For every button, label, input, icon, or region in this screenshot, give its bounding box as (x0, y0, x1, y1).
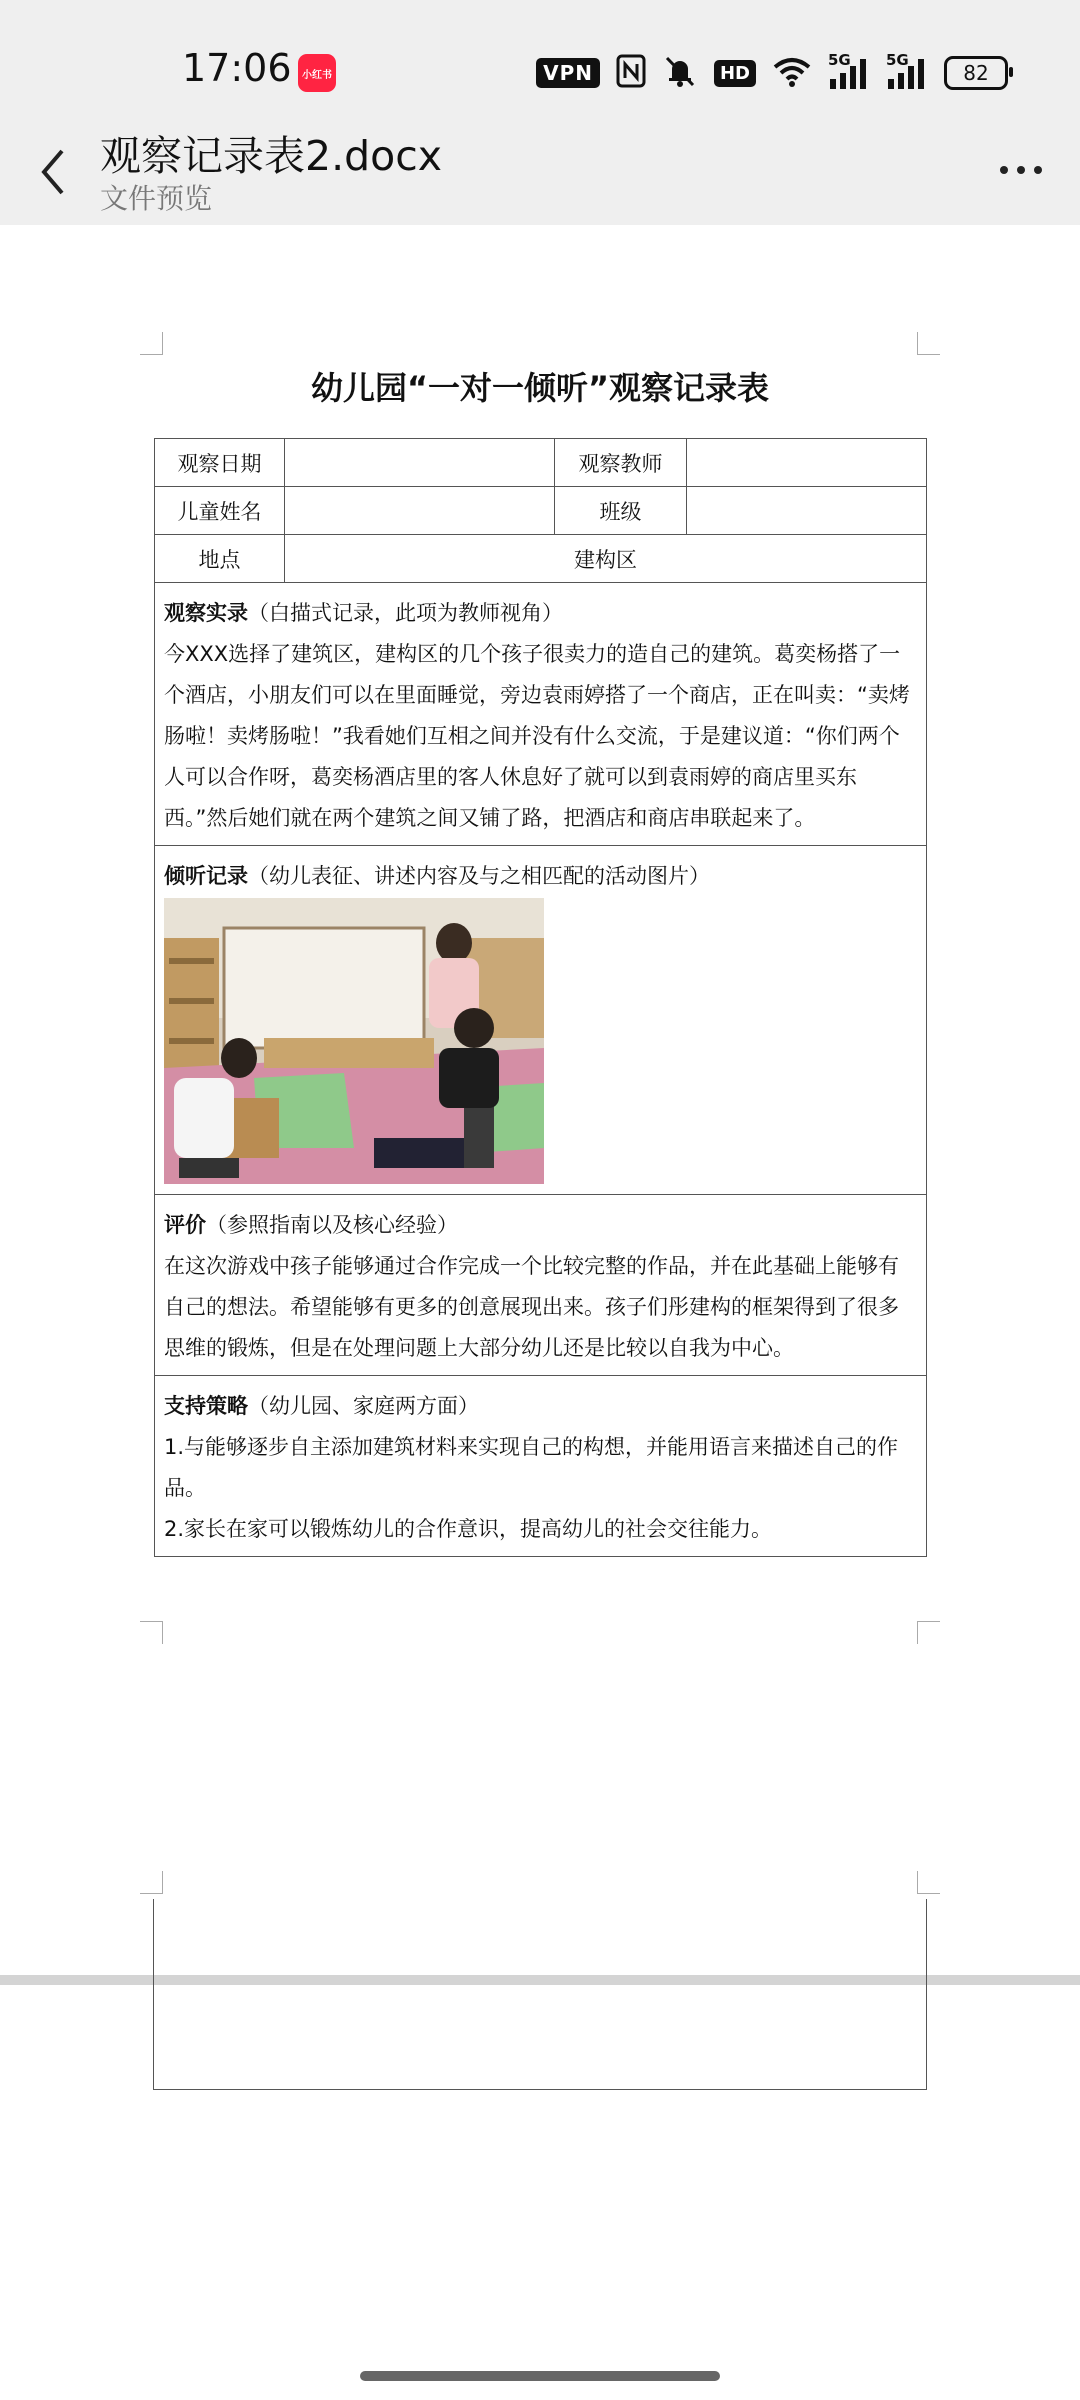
back-button[interactable] (28, 137, 78, 207)
nfc-icon (616, 54, 646, 92)
child-name-label: 儿童姓名 (155, 487, 285, 535)
observation-text: 今XXX选择了建筑区，建构区的几个孩子很卖力的造自己的建筑。葛奕杨搭了一个酒店，小朋友们可以在里面睡觉，旁边袁雨婷搭了一个商店，正在叫卖：“卖烤肠啦！卖烤肠啦！”我看她们互相之间并没有什么交流，于是建议道：“你们两个人可以合作呀，葛奕杨酒店里的客人休息好了就可以到袁雨婷的商店里买东西。”然后她们就在两个建筑之间又铺了路，把酒店和商店串联起来了。 (164, 642, 910, 830)
hd-icon: HD (714, 60, 756, 87)
listening-heading: 倾听记录 (164, 864, 248, 888)
class-label: 班级 (555, 487, 687, 535)
mute-bell-icon (662, 54, 698, 92)
observation-table (154, 438, 927, 1557)
file-subtitle: 文件预览 (100, 182, 213, 215)
document-title: 幼儿园“一对一倾听”观察记录表 (310, 369, 770, 407)
file-title: 观察记录表2.docx (100, 132, 443, 180)
evaluation-text: 在这次游戏中孩子能够通过合作完成一个比较完整的作品，并在此基础上能够有自己的想法。希望能够有更多的创意展现出来。孩子们彤建构的框架得到了很多思维的锻炼，但是在处理问题上大部分幼儿还是比较以自我为中心。 (164, 1254, 899, 1360)
crop-mark (140, 1871, 163, 1894)
signal-5g-icon: 5G (828, 57, 870, 89)
battery-icon: 82 (944, 56, 1008, 90)
more-dots-icon (1000, 166, 1008, 174)
class-value (687, 487, 927, 535)
vpn-icon: VPN (536, 58, 600, 88)
xiaohongshu-app-icon: 小红书 (298, 54, 336, 92)
crop-mark (917, 332, 940, 355)
listening-record-section (155, 846, 927, 1195)
support-heading: 支持策略 (164, 1394, 248, 1418)
top-app-bar (0, 115, 1080, 225)
observer-teacher-label: 观察教师 (555, 439, 687, 487)
crop-mark (917, 1871, 940, 1894)
crop-mark (917, 1621, 940, 1644)
support-item-2: 2.家长在家可以锻炼幼儿的合作意识，提高幼儿的社会交往能力。 (164, 1517, 773, 1541)
child-name-value (285, 487, 555, 535)
evaluation-section (155, 1195, 927, 1376)
chevron-left-icon (38, 147, 68, 197)
observation-date-label: 观察日期 (155, 439, 285, 487)
location-value: 建构区 (285, 535, 927, 583)
more-options-button[interactable] (986, 145, 1056, 195)
table-continuation (153, 1899, 927, 2090)
signal-5g-icon-2: 5G (886, 57, 928, 89)
evaluation-heading: 评价 (164, 1213, 206, 1237)
listening-note: （幼儿表征、讲述内容及与之相匹配的活动图片） (248, 864, 710, 888)
support-item-1: 1.与能够逐步自主添加建筑材料来实现自己的构想，并能用语言来描述自己的作品。 (164, 1435, 899, 1500)
observation-note: （白描式记录，此项为教师视角） (248, 601, 563, 625)
location-label: 地点 (155, 535, 285, 583)
observer-teacher-value (687, 439, 927, 487)
crop-mark (140, 332, 163, 355)
observation-record-section (155, 583, 927, 846)
document-preview[interactable] (0, 225, 1080, 2400)
activity-photo (164, 898, 544, 1184)
status-time: 17:06 (182, 46, 292, 90)
support-strategy-section (155, 1376, 927, 1557)
evaluation-note: （参照指南以及核心经验） (206, 1213, 458, 1237)
observation-heading: 观察实录 (164, 601, 248, 625)
crop-mark (140, 1621, 163, 1644)
home-indicator[interactable] (360, 2371, 720, 2381)
wifi-icon (772, 55, 812, 91)
observation-date-value (285, 439, 555, 487)
status-icons (536, 51, 1008, 92)
support-note: （幼儿园、家庭两方面） (248, 1394, 479, 1418)
